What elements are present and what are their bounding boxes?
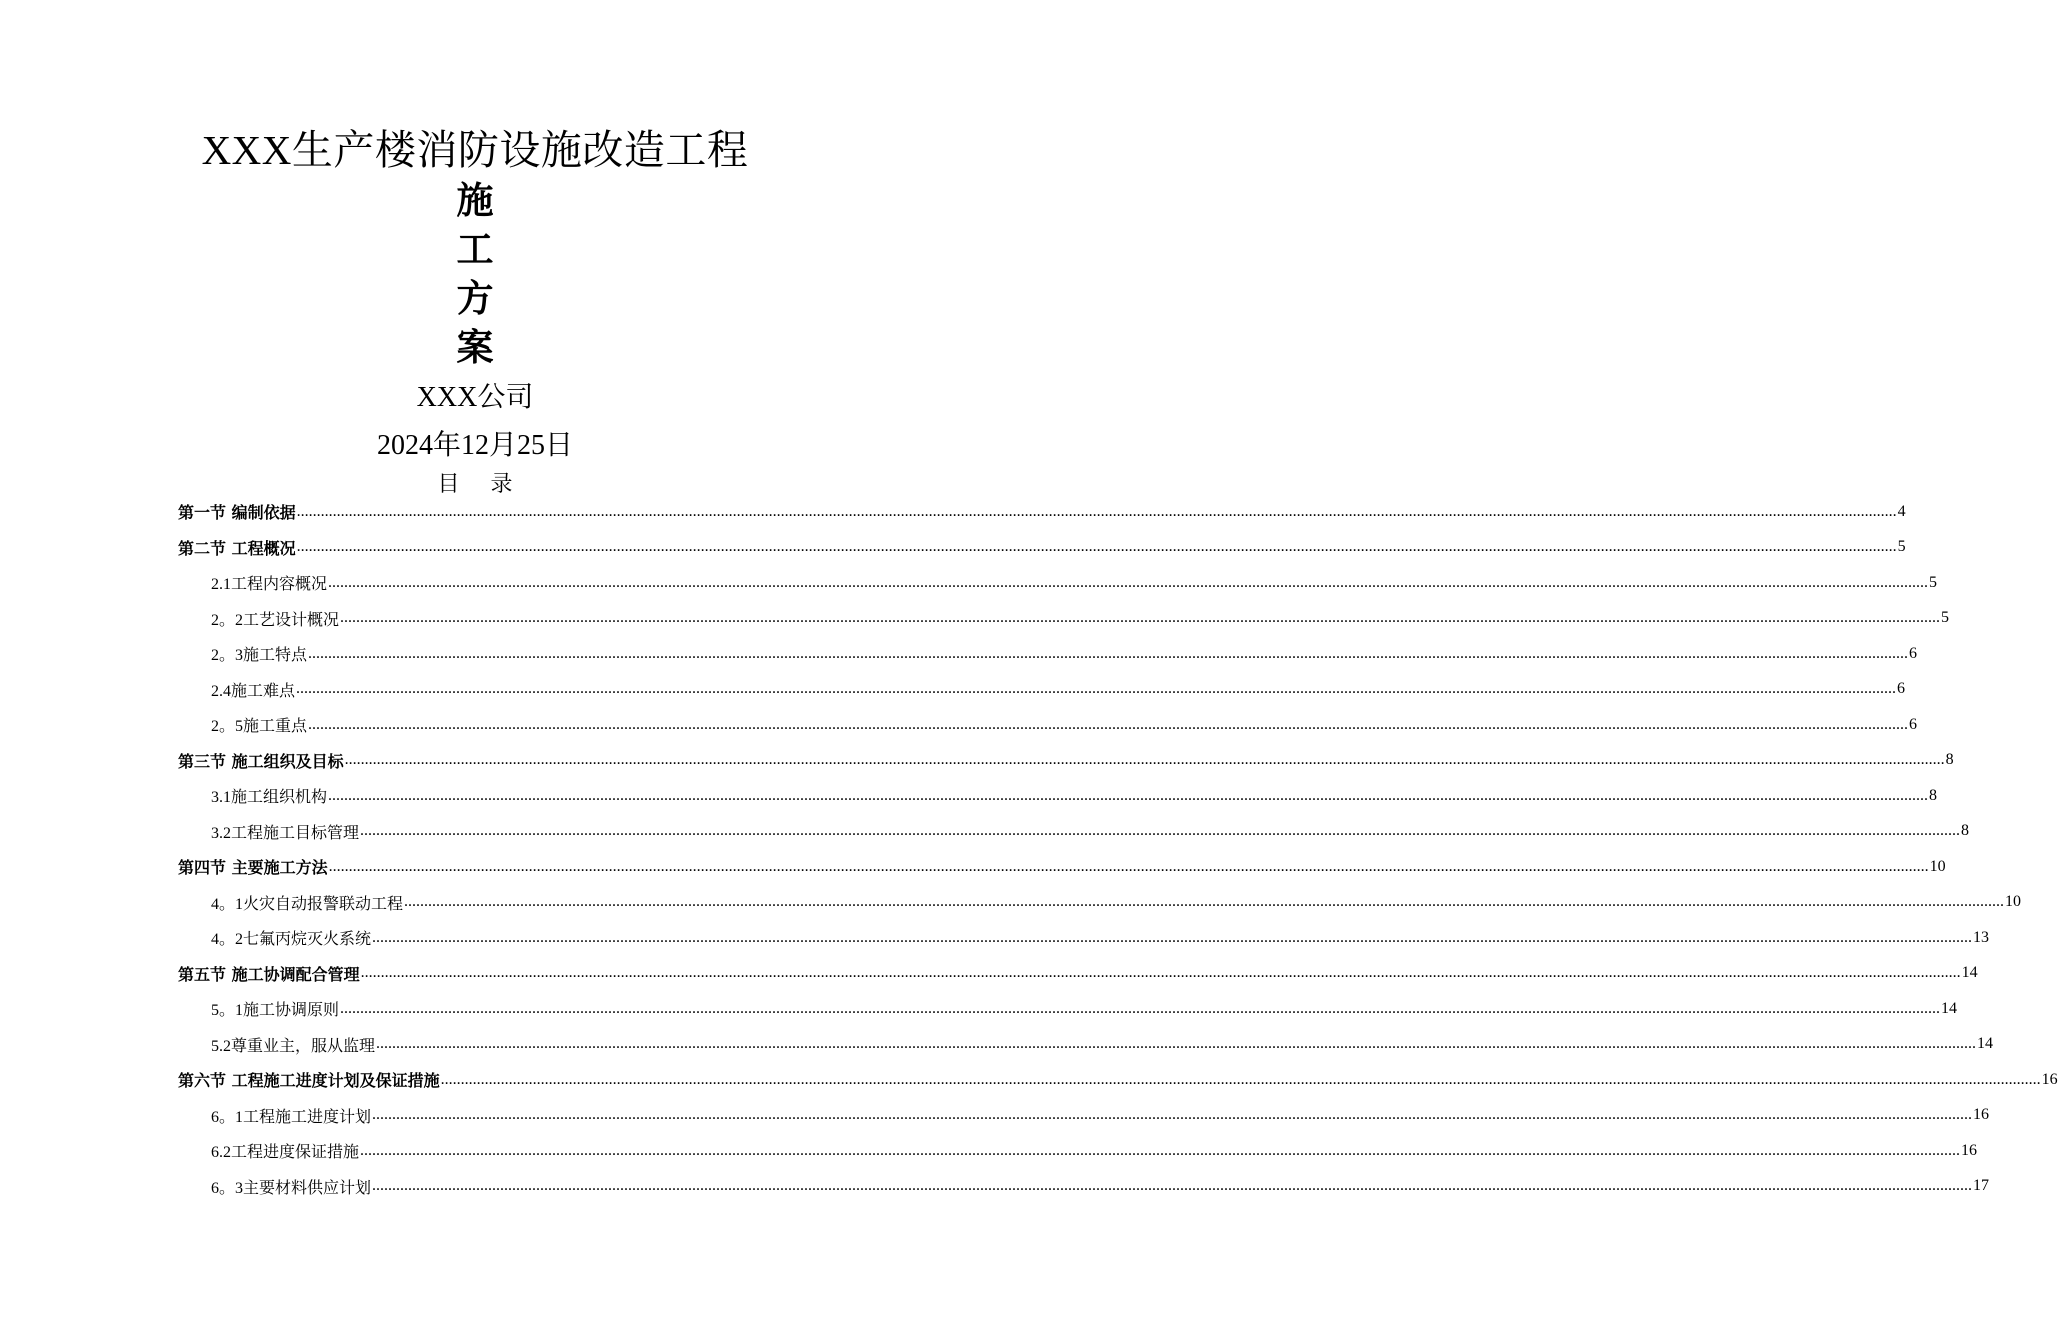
toc-subsection-entry[interactable]: [178, 636, 1918, 672]
toc-entry-title: 2.4施工难点: [211, 682, 296, 700]
company-name: XXX公司: [416, 382, 534, 413]
document-date: 2024年12月25日: [376, 430, 573, 461]
toc-entry-title: 5。1施工协调原则: [211, 1002, 340, 1020]
toc-entry-title: 5.2尊重业主，服从监理: [211, 1037, 376, 1055]
toc-entry-title: 2.1工程内容概况: [211, 576, 328, 594]
toc-dot-leader: ................................................................................................................................................................................................................................................................................................................................................................................................................: [372, 1106, 1973, 1124]
toc-dot-leader: ................................................................................................................................................................................................................................................................................................................................................................................................................: [372, 1177, 1973, 1195]
toc-subsection-entry[interactable]: [178, 778, 1938, 814]
toc-section-entry[interactable]: [178, 494, 1906, 530]
toc-page-number: 10: [1929, 857, 1946, 875]
toc-entry-title: 6。3主要材料供应计划: [211, 1179, 372, 1197]
toc-heading: 目 录: [437, 472, 525, 497]
toc-entry-title: 3.2工程施工目标管理: [211, 824, 360, 842]
toc-section-entry[interactable]: [178, 743, 1954, 779]
toc-subsection-entry[interactable]: [178, 1133, 1978, 1169]
subtitle-char-3: 方: [456, 277, 494, 320]
toc-dot-leader: ................................................................................................................................................................................................................................................................................................................................................................................................................: [440, 1070, 2041, 1088]
toc-page-number: 14: [1961, 964, 1978, 982]
toc-dot-leader: ................................................................................................................................................................................................................................................................................................................................................................................................................: [296, 680, 1897, 698]
toc-subsection-entry[interactable]: [178, 991, 1958, 1027]
toc-subsection-entry[interactable]: [178, 1027, 1994, 1063]
toc-entry-title: 2。2工艺设计概况: [211, 611, 340, 629]
toc-page-number: 6: [1909, 644, 1918, 662]
toc-page-number: 13: [1973, 928, 1990, 946]
toc-dot-leader: ................................................................................................................................................................................................................................................................................................................................................................................................................: [360, 1141, 1961, 1159]
subtitle-char-4: 案: [456, 326, 494, 369]
toc-dot-leader: ................................................................................................................................................................................................................................................................................................................................................................................................................: [360, 964, 1961, 982]
toc-page-number: 8: [1929, 786, 1938, 804]
toc-page-number: 14: [1977, 1035, 1994, 1053]
toc-section-entry[interactable]: [178, 530, 1906, 566]
table-of-contents: [178, 494, 2058, 1204]
toc-dot-leader: ................................................................................................................................................................................................................................................................................................................................................................................................................: [376, 1035, 1977, 1053]
toc-entry-title: 2。3施工特点: [211, 647, 308, 665]
toc-page-number: 5: [1941, 609, 1950, 627]
toc-subsection-entry[interactable]: [178, 672, 1906, 708]
toc-subsection-entry[interactable]: [178, 1098, 1990, 1134]
toc-dot-leader: ................................................................................................................................................................................................................................................................................................................................................................................................................: [360, 822, 1961, 840]
toc-subsection-entry[interactable]: [178, 814, 1970, 850]
toc-entry-title: 4。2七氟丙烷灭火系统: [211, 931, 372, 949]
toc-page-number: 8: [1945, 751, 1954, 769]
toc-entry-title: 6。1工程施工进度计划: [211, 1108, 372, 1126]
toc-dot-leader: ................................................................................................................................................................................................................................................................................................................................................................................................................: [344, 751, 1945, 769]
toc-dot-leader: ................................................................................................................................................................................................................................................................................................................................................................................................................: [372, 928, 1973, 946]
toc-entry-title: 第三节 施工组织及目标: [178, 751, 344, 771]
toc-dot-leader: ................................................................................................................................................................................................................................................................................................................................................................................................................: [328, 573, 1929, 591]
subtitle-char-1: 施: [456, 179, 494, 222]
toc-subsection-entry[interactable]: [178, 601, 1950, 637]
toc-section-entry[interactable]: [178, 1062, 2058, 1098]
toc-entry-title: 2。5施工重点: [211, 718, 308, 736]
toc-entry-title: 4。1火灾自动报警联动工程: [211, 895, 404, 913]
toc-entry-title: 第一节 编制依据: [178, 503, 296, 523]
toc-page-number: 6: [1897, 680, 1906, 698]
toc-page-number: 16: [1961, 1141, 1978, 1159]
toc-entry-title: 第四节 主要施工方法: [178, 858, 328, 878]
subtitle-char-2: 工: [456, 228, 494, 271]
toc-page-number: 8: [1961, 822, 1970, 840]
toc-section-entry[interactable]: [178, 956, 1978, 992]
toc-subsection-entry[interactable]: [178, 707, 1918, 743]
toc-page-number: 6: [1909, 715, 1918, 733]
toc-subsection-entry[interactable]: [178, 920, 1990, 956]
toc-entry-title: 6.2工程进度保证措施: [211, 1144, 360, 1162]
toc-entry-title: 第五节 施工协调配合管理: [178, 964, 360, 984]
toc-dot-leader: ................................................................................................................................................................................................................................................................................................................................................................................................................: [308, 715, 1909, 733]
toc-entry-title: 第六节 工程施工进度计划及保证措施: [178, 1071, 440, 1091]
toc-entry-title: 第二节 工程概况: [178, 538, 296, 558]
toc-page-number: 5: [1929, 573, 1938, 591]
toc-page-number: 5: [1897, 538, 1906, 556]
document-title: XXX生产楼消防设施改造工程: [201, 127, 749, 173]
toc-dot-leader: ................................................................................................................................................................................................................................................................................................................................................................................................................: [328, 857, 1929, 875]
toc-page-number: 17: [1973, 1177, 1990, 1195]
toc-page-number: 14: [1941, 999, 1958, 1017]
toc-dot-leader: ................................................................................................................................................................................................................................................................................................................................................................................................................: [296, 502, 1897, 520]
toc-page-number: 4: [1897, 502, 1906, 520]
toc-dot-leader: ................................................................................................................................................................................................................................................................................................................................................................................................................: [404, 893, 2005, 911]
toc-subsection-entry[interactable]: [178, 885, 2022, 921]
toc-dot-leader: ................................................................................................................................................................................................................................................................................................................................................................................................................: [340, 609, 1941, 627]
toc-dot-leader: ................................................................................................................................................................................................................................................................................................................................................................................................................: [340, 999, 1941, 1017]
toc-dot-leader: ................................................................................................................................................................................................................................................................................................................................................................................................................: [308, 644, 1909, 662]
toc-page-number: 16: [2041, 1070, 2058, 1088]
toc-entry-title: 3.1施工组织机构: [211, 789, 328, 807]
toc-dot-leader: ................................................................................................................................................................................................................................................................................................................................................................................................................: [328, 786, 1929, 804]
toc-dot-leader: ................................................................................................................................................................................................................................................................................................................................................................................................................: [296, 538, 1897, 556]
toc-page-number: 16: [1973, 1106, 1990, 1124]
toc-page-number: 10: [2005, 893, 2022, 911]
toc-section-entry[interactable]: [178, 849, 1946, 885]
toc-subsection-entry[interactable]: [178, 565, 1938, 601]
toc-subsection-entry[interactable]: [178, 1169, 1990, 1205]
